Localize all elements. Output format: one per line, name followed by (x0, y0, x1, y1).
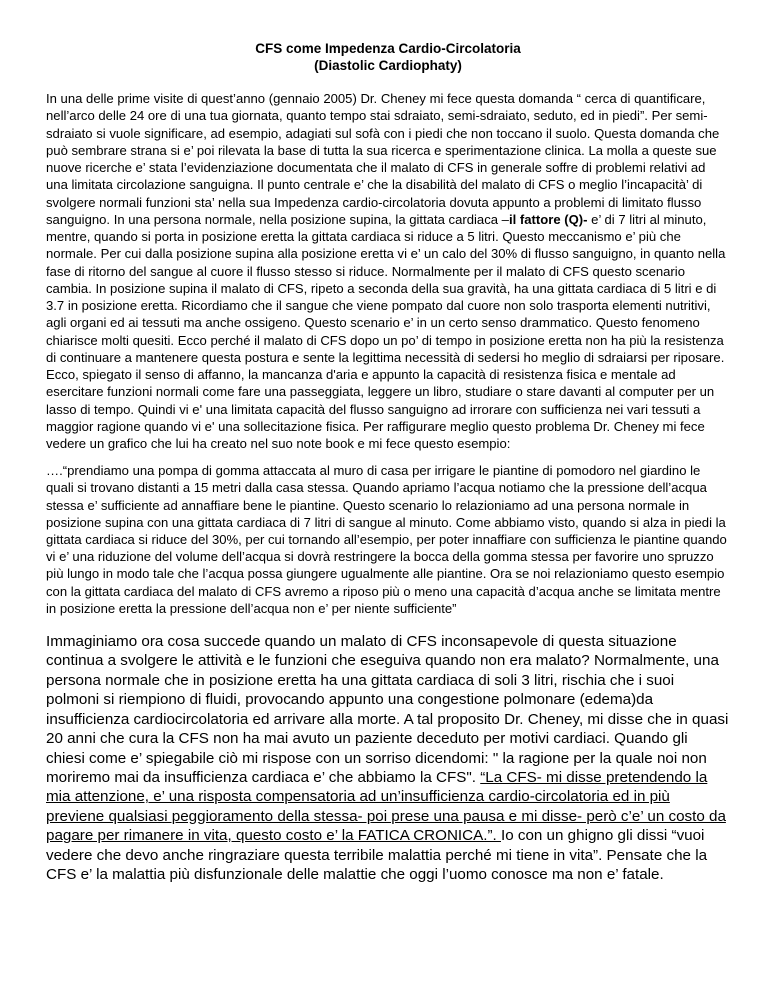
paragraph-conclusion-text-b: Io con un ghigno gli dissi “vuoi vedere che devo anche ringraziare questa terribile malattia perché mi tiene in vita”. Pensate che la CFS e’ la malattia più disfunzionale delle malattie che oggi l’uomo conosce ma non e’ fatale. (46, 827, 708, 883)
paragraph-conclusion (46, 632, 730, 884)
document-title (46, 40, 730, 74)
paragraph-intro-bold: il fattore (Q)- (508, 211, 588, 227)
title-line-2: (Diastolic Cardiophaty) (314, 58, 462, 73)
paragraph-intro-text-b: e’ di 7 litri al minuto, mentre, quando si porta in posizione eretta la gittata cardiaca si riduce a 5 litri. Questo meccanismo e’ più che normale. Per cui dalla posizione supina alla posizione eretta vi e’ un calo del 30% di flusso sanguigno, in quanto nella fase di ritorno del sangue al cuore il flusso stesso si riduce. Normalmente per il malato di CFS questo scenario cambia. In posizione supina il malato di CFS, ripeto a seconda della sua gravità, ha una gittata cardiaca di 5 litri e di 3.7 in posizione eretta. Ricordiamo che il sangue che viene pompato dal cuore non solo trasporta elementi nutritivi, agli organi ed ai tessuti ma anche ossigeno. Questo scenario e’ in un certo senso drammatico. Questo fenomeno chiarisce molti quesiti. Ecco perché il malato di CFS dopo un po’ di tempo in posizione eretta non ha più la resistenza di continuare a mantenere questa postura e sente la legittima necessità di sedersi ho meglio di sdraiarsi per riposare. Ecco, spiegato il senso di affanno, la mancanza d'aria e appunto la capacità di resistenza fisica e mentale ad esercitare funzioni normali come fare una passeggiata, leggere un libro, studiare o stare davanti al computer per un lasso di tempo. Quindi vi e' una limitata capacità del flusso sanguigno ad irrorare con sufficienza nei vari tessuti a maggior ragione quando vi e' una sollecitazione fisica. Per raffigurare meglio questo problema Dr. Cheney mi fece vedere un grafico che lui ha creato nel suo note book e mi fece questo esempio: (46, 211, 726, 451)
paragraph-intro-text-a: In una delle prime visite di quest’anno (gennaio 2005) Dr. Cheney mi fece questa domanda “ cerca di quantificare, nell’arco delle 24 ore di una tua giornata, quanto tempo stai sdraiato, semi-sdraiato, seduto, ed in piedi”. Per semi-sdraiato si vuole significare, ad esempio, adagiati sul sofà con i piedi che non toccano il suolo. Questa domanda che può sembrare strana si e’ poi rilevata la base di tutta la sua ricerca e sperimentazione clinica. La molla a queste sue nuove ricerche e’ stata l’evidenziazione documentata che il malato di CFS in generale soffre di problemi relativi ad una limitata circolazione sanguigna. Il punto centrale e’ che la disabilità del malato di CFS o meglio l’incapacità’ di svolgere normali funzioni sta’ nella sua Impedenza cardio-circolatoria dovuta appunto a problemi di limitato flusso sanguigno. In una persona normale, nella posizione supina, la gittata cardiaca – (46, 91, 720, 227)
paragraph-example: ….“prendiamo una pompa di gomma attaccata al muro di casa per irrigare le piantine di pomodoro nel giardino le quali si trovano distanti a 15 metri dalla casa stessa. Quando apriamo l’acqua notiamo che la pressione dell’acqua stessa e’ sufficiente ad annaffiare bene le piantine. Questo scenario lo relazioniamo ad una persona normale in posizione supina con una gittata cardiaca di 7 litri di sangue al minuto. Come abbiamo visto, quando si alza in piedi la gittata cardiaca si riduce del 30%, per cui tornando all’esempio, per poter innaffiare con sufficienza le piantine quando vi e’ una riduzione del volume dell’acqua si dovrà restringere la bocca della gomma stessa per favorire uno spruzzo più lungo in modo tale che l’acqua possa giungere ugualmente alle piantine. Ora se noi relazioniamo questo esempio con la gittata cardiaca del malato di CFS avremo a riposo più o meno una capacità d’acqua anche se limitata mentre in posizione eretta la pressione dell’acqua non e’ per niente sufficiente” (46, 463, 727, 616)
paragraph-conclusion-text-a: Immaginiamo ora cosa succede quando un malato di CFS inconsapevole di questa situazione continua a svolgere le attività e le funzioni che eseguiva quando non era malato? Normalmente, una persona normale che in posizione eretta ha una gittata cardiaca di soli 3 litri, rischia che i suoi polmoni si riempiono di fluidi, provocando appunto una congestione polmonare (edema)da insufficienza cardiocircolatoria ed arrivare alla morte. A tal proposito Dr. Cheney, mi disse che in quasi 20 anni che cura la CFS non ha mai avuto un paziente deceduto per motivi cardiaci. Quando gli chiesi come e’ spiegabile ciò mi rispose con un sorriso dicendomi: " la ragione per la quale noi non moriremo mai da insufficienza cardiaca e’ che abbiamo la CFS". (46, 633, 729, 786)
paragraph-conclusion-underlined: “La CFS- mi disse pretendendo la mia attenzione, e’ una risposta compensatoria ad un’insufficienza cardio-circolatoria ed in più previene qualsiasi peggioramento della stessa- poi prese una pausa e mi disse- però c’e’ un costo da pagare per rimanere in vita, questo costo e’ la FATICA CRONICA.”. (46, 768, 726, 845)
paragraph-intro (46, 90, 730, 452)
title-line-1: CFS come Impedenza Cardio-Circolatoria (255, 41, 521, 56)
